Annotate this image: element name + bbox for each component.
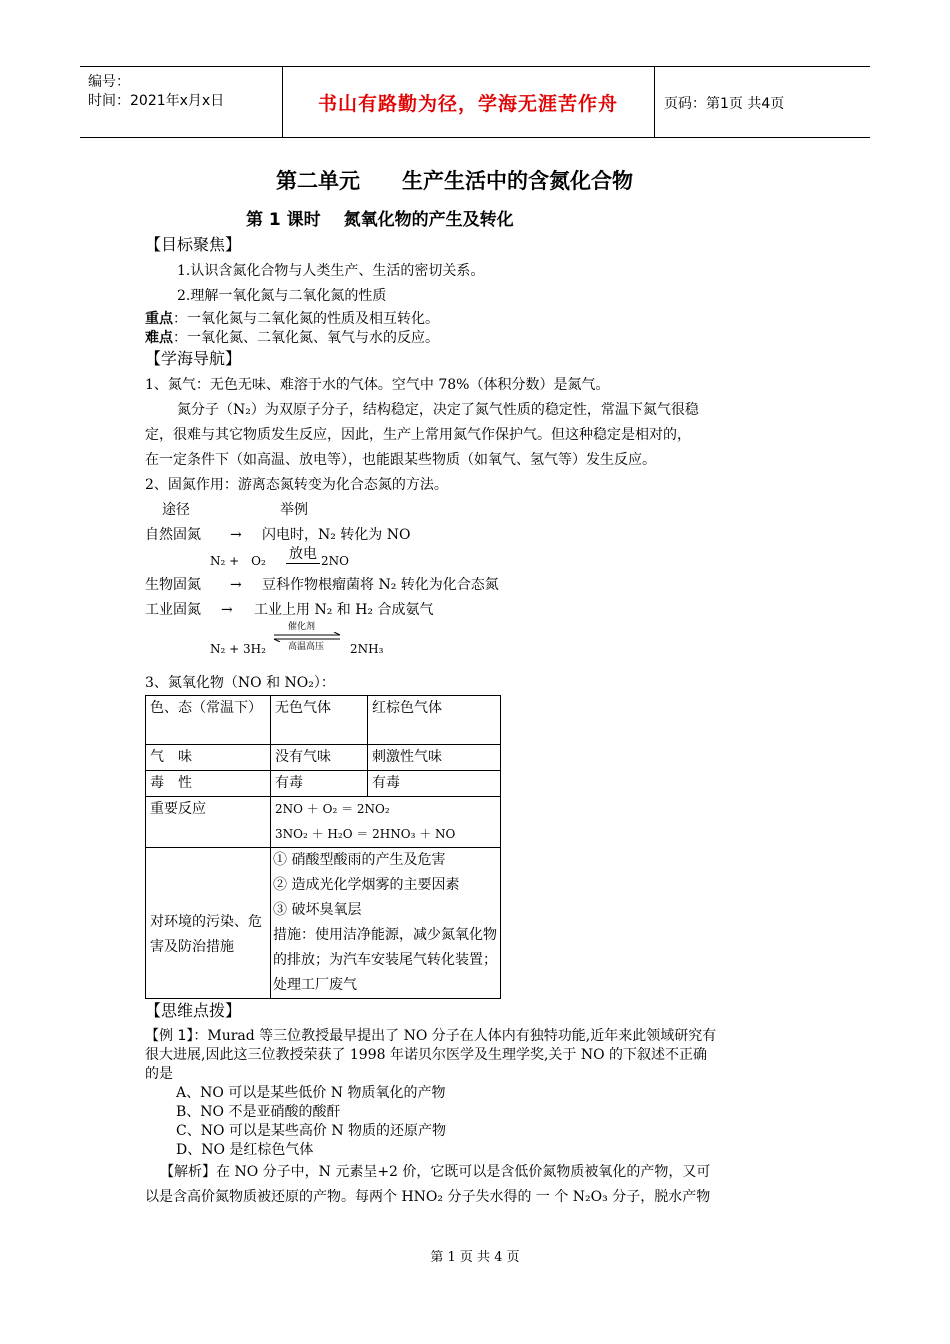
option-d: D、NO 是红棕色气体: [176, 1142, 314, 1158]
eq1-reactants: N₂ + O₂: [210, 554, 266, 568]
difficult-text: ：一氧化氮、二氧化氮、氧气与水的反应。: [173, 330, 439, 346]
analysis-text: 以是含高价氮物质被还原的产物。每两个 HNO₂ 分子失水得的 一 个 N₂O₃ 分子，脱水产物: [145, 1189, 711, 1205]
page-header: [80, 66, 870, 138]
lesson-title: 第 1 课时 氮氧化物的产生及转化: [246, 210, 514, 230]
key-point: [145, 310, 439, 328]
environment-item: ③ 破坏臭氧层: [273, 902, 362, 918]
eq2-product: 2NH₃: [350, 642, 384, 656]
environment-item: ② 造成光化学烟雾的主要因素: [273, 877, 460, 893]
example-text: 的是: [145, 1066, 173, 1082]
table-cell: 有毒: [368, 771, 501, 797]
paragraph: 3、氮氧化物（NO 和 NO₂）：: [145, 675, 335, 691]
reversible-arrow-icon: [272, 632, 342, 642]
reaction: 2NO ＋ O₂ ＝ 2NO₂: [275, 802, 390, 816]
table-row: [146, 696, 501, 745]
natural-fixation: 自然固氮: [145, 527, 201, 543]
goal-item: 2.理解一氧化氮与二氧化氮的性质: [177, 288, 387, 304]
table-cell: 毒 性: [146, 771, 271, 797]
page-footer: 第 1 页 共 4 页: [430, 1250, 520, 1265]
page-indicator: 页码：第1页 共4页: [664, 96, 785, 112]
arrow: →: [230, 527, 242, 543]
key-text: ：一氧化氮与二氧化氮的性质及相互转化。: [173, 311, 439, 327]
option-c: C、NO 可以是某些高价 N 物质的还原产物: [176, 1123, 447, 1139]
eq1-product: 2NO: [321, 554, 349, 568]
industrial-example: 工业上用 N₂ 和 H₂ 合成氨气: [254, 602, 434, 618]
paragraph: 定，很难与其它物质发生反应，因此，生产上常用氮气作保护气。但这种稳定是相对的，: [145, 427, 691, 443]
eq1-condition: 放电: [286, 545, 320, 564]
option-b: B、NO 不是亚硝酸的酸酐: [176, 1104, 341, 1120]
eq2-conditions: 高温高压: [288, 642, 325, 652]
table-cell: 对环境的污染、危害及防治措施: [146, 848, 271, 999]
paragraph: 在一定条件下（如高温、放电等），也能跟某些物质（如氧气、氢气等）发生反应。: [145, 452, 656, 468]
goal-item: 1.认识含氮化合物与人类生产、生活的密切关系。: [177, 263, 485, 279]
key-label: 重点: [145, 311, 173, 327]
environment-item: ① 硝酸型酸雨的产生及危害: [273, 852, 446, 868]
example-line: [145, 1027, 716, 1045]
paragraph: 2、固氮作用：游离态氮转变为化合态氮的方法。: [145, 477, 448, 493]
nitrogen-oxides-table: [145, 695, 501, 999]
example-label: 【例 1】: [145, 1028, 194, 1044]
difficult-point: [145, 329, 439, 347]
serial-number: 编号：: [88, 74, 130, 90]
goals-heading: 【目标聚焦】: [145, 235, 242, 254]
bio-fixation: 生物固氮: [145, 577, 201, 593]
motto: 书山有路勤为径，学海无涯苦作舟: [317, 93, 618, 115]
header-meta: [88, 73, 224, 111]
unit-title: 第二单元 生产生活中的含氮化合物: [276, 169, 633, 193]
table-cell: 红棕色气体: [368, 696, 501, 745]
table-row: [146, 848, 501, 999]
column-route: 途径: [162, 502, 190, 518]
table-row: [146, 771, 501, 797]
difficult-label: 难点: [145, 330, 173, 346]
table-cell: 刺激性气味: [368, 745, 501, 771]
environment-item: 措施：使用洁净能源，减少氮氧化物的排放；为汽车安装尾气转化装置；处理工厂废气: [273, 927, 497, 993]
guide-heading: 【学海导航】: [145, 349, 242, 368]
natural-example: 闪电时，N₂ 转化为 NO: [262, 527, 411, 543]
table-cell: 色、态（常温下）: [146, 696, 271, 745]
bio-example: 豆科作物根瘤菌将 N₂ 转化为化合态氮: [262, 577, 499, 593]
table-cell: 没有气味: [271, 745, 368, 771]
table-row: [146, 745, 501, 771]
thinking-heading: 【思维点拨】: [145, 1001, 242, 1020]
option-a: A、NO 可以是某些低价 N 物质氧化的产物: [176, 1085, 446, 1101]
column-example: 举例: [280, 502, 308, 518]
paragraph: 氮分子（N₂）为双原子分子，结构稳定，决定了氮气性质的稳定性，常温下氮气很稳: [177, 402, 699, 418]
industrial-fixation: 工业固氮: [145, 602, 201, 618]
eq2-catalyst: 催化剂: [288, 622, 316, 632]
example-text: 很大进展,因此这三位教授荣获了 1998 年诺贝尔医学及生理学奖,关于 NO 的下叙述不正确: [145, 1047, 708, 1063]
analysis-text: 【解析】在 NO 分子中，N 元素呈+2 价，它既可以是含低价氮物质被氧化的产物，又可: [160, 1164, 711, 1180]
table-cell: 气 味: [146, 745, 271, 771]
arrow: →: [230, 577, 242, 593]
date: 时间：2021年x月x日: [88, 93, 225, 109]
example-text: ：Murad 等三位教授最早提出了 NO 分子在人体内有独特功能,近年来此领域研究有: [193, 1028, 717, 1044]
paragraph: 1、氮气：无色无味、难溶于水的气体。空气中 78%（体积分数）是氮气。: [145, 377, 610, 393]
header-divider: [654, 67, 655, 137]
table-row: [146, 797, 501, 848]
environment-cell: [271, 848, 501, 999]
table-cell: 无色气体: [271, 696, 368, 745]
arrow: →: [221, 602, 233, 618]
reactions-cell: [271, 797, 501, 848]
eq2-reactants: N₂ + 3H₂: [210, 642, 266, 656]
table-cell: 有毒: [271, 771, 368, 797]
table-cell: 重要反应: [146, 797, 271, 848]
reaction: 3NO₂ ＋ H₂O ＝ 2HNO₃ ＋ NO: [275, 827, 456, 841]
